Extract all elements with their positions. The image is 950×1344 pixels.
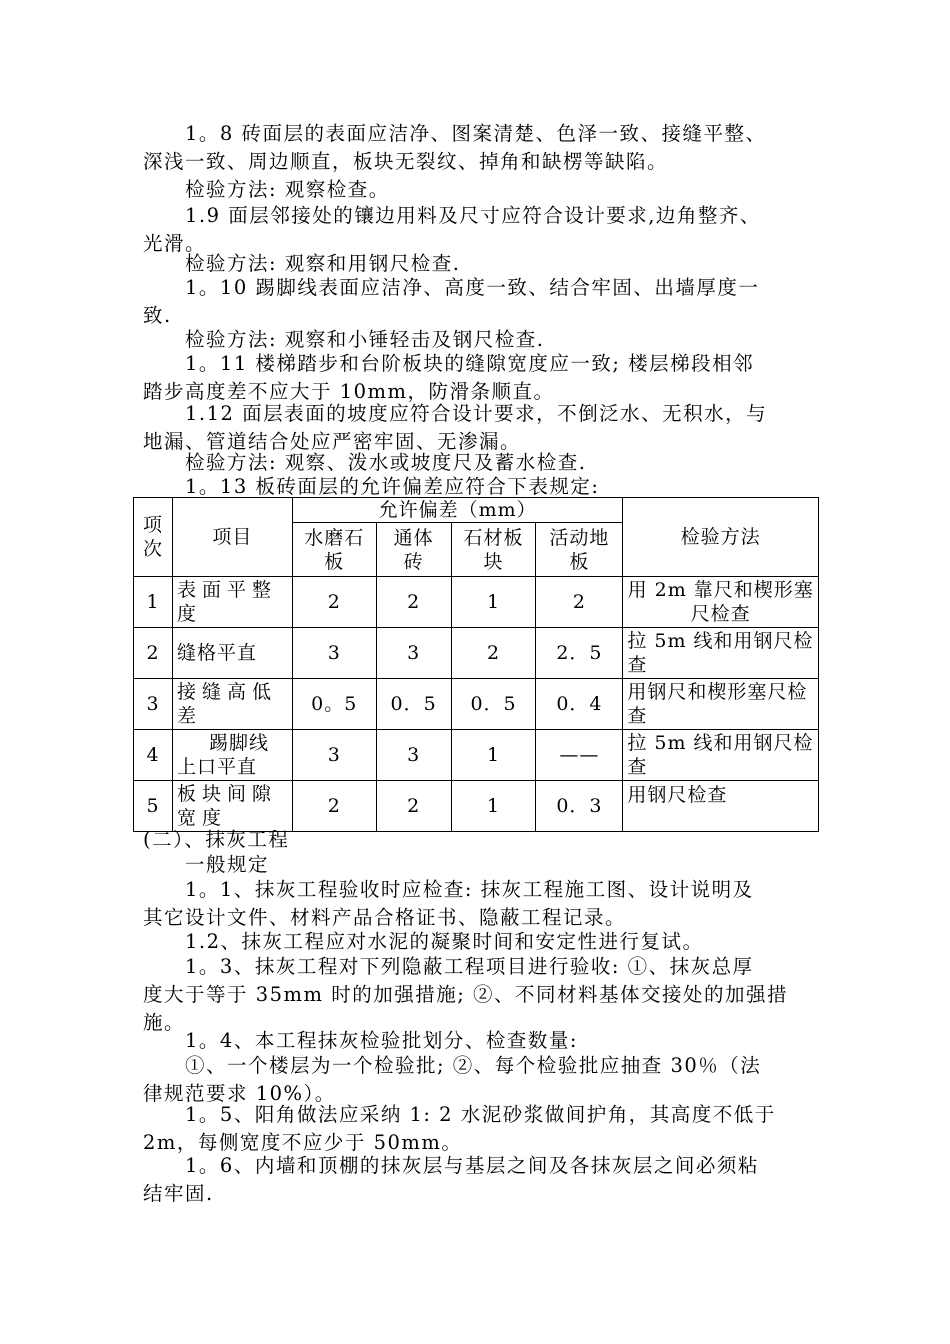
text-line: 踏步高度差不应大于 10mm，防滑条顺直。 xyxy=(143,380,555,403)
text-line: 1。4、本工程抹灰检验批划分、检查数量: xyxy=(143,1029,578,1052)
para-1-8 xyxy=(143,120,813,176)
text-line: 施。 xyxy=(143,1011,186,1034)
cell-seq: 3 xyxy=(134,679,173,730)
cell-item: 接缝高低差 xyxy=(172,679,292,730)
header-col-tile: 通体砖 xyxy=(376,523,451,577)
text-line: 1。5、阳角做法应采纳 1: 2 水泥砂浆做间护角，其高度不低于 xyxy=(143,1103,776,1126)
text-line: (二）、抹灰工程 xyxy=(143,828,290,851)
cell-value: 2 xyxy=(536,577,623,628)
text-line: 结牢固. xyxy=(143,1182,214,1205)
cell-value: 0．4 xyxy=(536,679,623,730)
cell-value: 1 xyxy=(451,577,536,628)
cell-value: 0．3 xyxy=(536,781,623,832)
cell-value: 2 xyxy=(292,577,376,628)
header-col-floor: 活动地板 xyxy=(536,523,623,577)
text-line: 检验方法: 观察、泼水或坡度尺及蓄水检查. xyxy=(143,451,587,474)
table-row xyxy=(134,628,819,679)
cell-value: 3 xyxy=(376,628,451,679)
header-deviation: 允许偏差（mm） xyxy=(292,498,623,523)
table-row xyxy=(134,781,819,832)
cell-value: 1 xyxy=(451,730,536,781)
cell-item: 缝格平直 xyxy=(172,628,292,679)
table-row xyxy=(134,679,819,730)
header-seq: 项次 xyxy=(134,498,173,577)
cell-value: 0．5 xyxy=(376,679,451,730)
cell-method: 用钢尺检查 xyxy=(623,781,819,832)
text-line: 光滑。 xyxy=(143,232,207,255)
para-inspection-1 xyxy=(143,176,813,204)
text-line: 检验方法: 观察和小锤轻击及钢尺检查. xyxy=(143,328,545,351)
para-2-2 xyxy=(143,928,813,956)
text-line: 一般规定 xyxy=(143,853,270,876)
para-1-12 xyxy=(143,400,813,456)
cell-seq: 4 xyxy=(134,730,173,781)
text-line: 1。10 踢脚线表面应洁净、高度一致、结合牢固、出墙厚度一 xyxy=(143,276,760,299)
para-1-10 xyxy=(143,274,813,330)
section-heading-plastering xyxy=(143,826,813,854)
text-line: 检验方法: 观察检查。 xyxy=(143,178,390,201)
deviation-table xyxy=(133,497,819,832)
cell-value: —— xyxy=(536,730,623,781)
table-header-row xyxy=(134,498,819,523)
text-line: 1。6、内墙和顶棚的抹灰层与基层之间及各抹灰层之间必须粘 xyxy=(143,1154,759,1177)
para-2-6 xyxy=(143,1152,813,1208)
table-row xyxy=(134,730,819,781)
text-line: 致. xyxy=(143,304,172,327)
cell-value: 3 xyxy=(376,730,451,781)
cell-method: 用 2m 靠尺和楔形塞尺检查 xyxy=(623,577,819,628)
cell-value: 2 xyxy=(376,577,451,628)
para-2-5 xyxy=(143,1101,813,1157)
text-line: 1。8 砖面层的表面应洁净、图案清楚、色泽一致、接缝平整、 xyxy=(143,122,767,145)
text-line: 1.9 面层邻接处的镶边用料及尺寸应符合设计要求,边角整齐、 xyxy=(143,204,761,227)
para-1-11 xyxy=(143,350,813,406)
cell-value: 2 xyxy=(451,628,536,679)
cell-item: 表面平整度 xyxy=(172,577,292,628)
text-line: 地漏、管道结合处应严密牢固、无渗漏。 xyxy=(143,430,522,453)
text-line: 其它设计文件、材料产品合格证书、隐蔽工程记录。 xyxy=(143,906,627,929)
header-col-stone: 石材板块 xyxy=(451,523,536,577)
text-line: 1。13 板砖面层的允许偏差应符合下表规定: xyxy=(143,475,600,498)
header-item: 项目 xyxy=(172,498,292,577)
cell-value: 3 xyxy=(292,730,376,781)
text-line: 1。11 楼梯踏步和台阶板块的缝隙宽度应一致; 楼层梯段相邻 xyxy=(143,352,755,375)
cell-item: 踢脚线上口平直 xyxy=(172,730,292,781)
cell-seq: 2 xyxy=(134,628,173,679)
header-col-terrazzo: 水磨石板 xyxy=(292,523,376,577)
text-line: 深浅一致、周边顺直，板块无裂纹、掉角和缺楞等缺陷。 xyxy=(143,150,669,173)
para-2-3 xyxy=(143,953,813,1037)
text-line: 检验方法: 观察和用钢尺检查. xyxy=(143,252,461,275)
cell-value: 2．5 xyxy=(536,628,623,679)
cell-value: 3 xyxy=(292,628,376,679)
header-method: 检验方法 xyxy=(623,498,819,577)
cell-item: 板块间隙宽度 xyxy=(172,781,292,832)
text-line: 2m，每侧宽度不应少于 50mm。 xyxy=(143,1131,463,1154)
cell-value: 0．5 xyxy=(451,679,536,730)
cell-value: 1 xyxy=(451,781,536,832)
para-2-4 xyxy=(143,1027,813,1055)
cell-method: 拉 5m 线和用钢尺检查 xyxy=(623,628,819,679)
text-line: 律规范要求 10%）。 xyxy=(143,1082,336,1105)
para-2-4-detail xyxy=(143,1052,813,1108)
cell-value: 0。5 xyxy=(292,679,376,730)
cell-value: 2 xyxy=(292,781,376,832)
text-line: ①、一个楼层为一个检验批; ②、每个检验批应抽查 30％（法 xyxy=(143,1054,762,1077)
text-line: 1.12 面层表面的坡度应符合设计要求，不倒泛水、无积水，与 xyxy=(143,402,768,425)
cell-seq: 1 xyxy=(134,577,173,628)
para-general xyxy=(143,851,813,879)
cell-method: 用钢尺和楔形塞尺检查 xyxy=(623,679,819,730)
cell-seq: 5 xyxy=(134,781,173,832)
text-line: 度大于等于 35mm 时的加强措施; ②、不同材料基体交接处的加强措 xyxy=(143,983,788,1006)
cell-value: 2 xyxy=(376,781,451,832)
cell-method: 拉 5m 线和用钢尺检查 xyxy=(623,730,819,781)
para-2-1 xyxy=(143,876,813,932)
text-line: 1。1、抹灰工程验收时应检查: 抹灰工程施工图、设计说明及 xyxy=(143,878,754,901)
text-line: 1。3、抹灰工程对下列隐蔽工程项目进行验收: ①、抹灰总厚 xyxy=(143,955,754,978)
text-line: 1.2、抹灰工程应对水泥的凝聚时间和安定性进行复试。 xyxy=(143,930,704,953)
table-row xyxy=(134,577,819,628)
